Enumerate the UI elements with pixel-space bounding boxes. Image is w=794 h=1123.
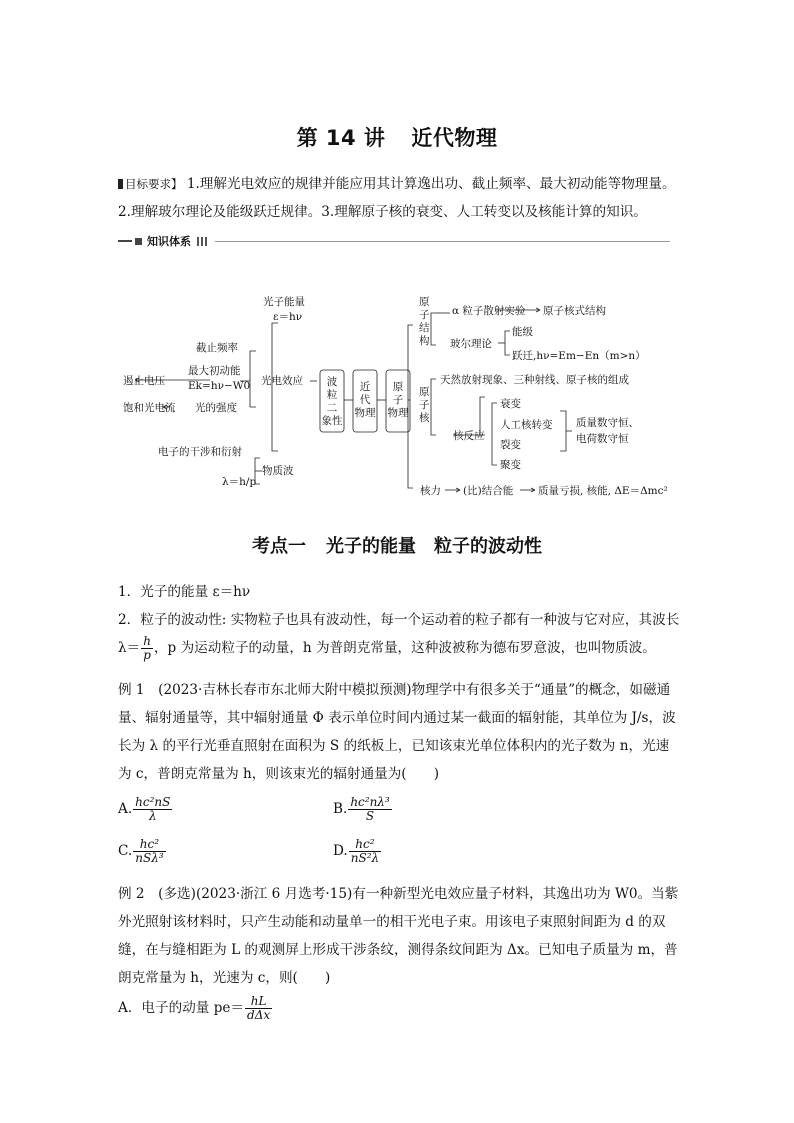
energy-level-label: 能级 (512, 326, 533, 338)
section2-topic: 光子的能量 粒子的波动性 (326, 536, 542, 557)
wave-particle-char-4: 象性 (321, 415, 343, 427)
atomic-physics-char-3: 物理 (387, 407, 409, 419)
knowledge-diagram (110, 285, 680, 505)
matter-wave-label: 物质波 (262, 465, 294, 477)
stop-voltage-label: 遏止电压 (123, 375, 165, 387)
artificial-label: 人工核转变 (500, 419, 553, 431)
alpha-exp-label: α 粒子散射实验 (452, 305, 526, 317)
transition-label: 跃迁,hν=Em−En（m>n） (512, 350, 646, 362)
nucleus-char-1: 原 (419, 386, 430, 398)
lecture-number: 第 14 讲 (296, 126, 386, 150)
section-label: 知识体系 (147, 235, 191, 248)
lecture-topic: 近代物理 (411, 126, 498, 150)
goal-paragraph (118, 170, 680, 226)
wave-particle-char-1: 波 (326, 376, 338, 388)
electron-diffraction-label: 电子的干涉和衍射 (158, 446, 242, 458)
ke-formula: Ek=hν−W0 (188, 380, 251, 392)
nucleus-char-2: 子 (419, 399, 430, 411)
nuclear-reaction-label: 核反应 (453, 430, 485, 442)
sat-current-label: 饱和光电流 (123, 402, 176, 414)
modern-physics-char-1: 近 (359, 381, 371, 393)
square-icon (135, 238, 142, 245)
ex1-option-c: C. $\frac{\text{hc²}}{\text{nSλ³}}$ (118, 837, 164, 865)
radioactivity-label: 天然放射现象、三种射线、原子核的组成 (440, 374, 629, 386)
nuclear-model-label: 原子核式结构 (543, 305, 606, 317)
example-2-text: 例 2 (多选)(2023·浙江 6 月选考·15)有一种新型光电效应量子材料，其逸出功为 W0。当紫外光照射该材料时，只产生动能和动量单一的相干光电子束。用该电子束照射间距为 d 的双缝，在与缝相距为 L 的观测屏上形成干涉条纹，测得条纹间距为 Δx。已知电子质量为 m，普朗克常量为 h，光速为 c，则( ) (118, 886, 679, 986)
item-2: 2．粒子的波动性: 实物粒子也具有波动性，每一个运动着的粒子都有一种波与它对应，其波长λ＝ $\frac{h}{p}$ ，p 为运动粒子的动量，h 为普朗克常量，这种波被称为德布罗意波，也叫物质波。 (118, 612, 680, 662)
light-intensity-label: 光的强度 (195, 402, 237, 414)
modern-physics-char-3: 物理 (354, 407, 376, 419)
item-1: 1．光子的能量 ε＝hν (118, 584, 251, 600)
goal-tag: 目标要求】 (118, 177, 183, 191)
conservation1-label: 质量数守恒、 (576, 417, 639, 429)
ex2-option-a: A．电子的动量 pe＝ $\frac{hL}{\text{dΔx}}$ (118, 994, 271, 1022)
bracket-block-icon (118, 179, 123, 189)
ex1-option-a: A. $\frac{\text{hc²nS}}{\lambda}$ (118, 795, 171, 823)
atom-structure-char-1: 原 (419, 296, 430, 308)
photoelectric-label: 光电效应 (261, 375, 303, 387)
knowledge-section-bar (118, 234, 670, 250)
nucleus-char-3: 核 (419, 412, 430, 424)
fission-label: 裂变 (500, 439, 521, 451)
binding-energy-label: (比)结合能 (463, 485, 514, 497)
photon-formula: ε＝hν (273, 311, 303, 323)
atom-structure-char-3: 结 (419, 322, 430, 334)
goal-text: 1.理解光电效应的规律并能应用其计算逸出功、截止频率、最大初动能等物理量。2.理解玻尔理论及能级跃迁规律。3.理解原子核的衰变、人工转变以及核能计算的知识。 (118, 176, 676, 220)
cutoff-freq-label: 截止频率 (196, 342, 238, 354)
lambda-fraction: $\frac{h}{p}$ (143, 634, 151, 662)
lambda-formula: λ＝h/p (222, 476, 257, 488)
section2-heading (0, 532, 794, 558)
decay-label: 衰变 (500, 398, 521, 410)
bohr-label: 玻尔理论 (450, 338, 492, 350)
fusion-label: 聚变 (500, 459, 521, 471)
ex1-option-b: B. $\frac{\text{hc²nλ³}}{S}$ (333, 795, 390, 823)
atomic-physics-char-1: 原 (392, 381, 404, 393)
mass-defect-label: 质量亏损, 核能, ΔE＝Δmc² (538, 485, 668, 497)
atom-structure-char-2: 子 (419, 309, 430, 321)
modern-physics-char-2: 代 (359, 394, 371, 406)
bars-icon (197, 234, 209, 250)
ex1-option-d: D. $\frac{\text{hc²}}{\text{nS²λ}}$ (333, 837, 380, 865)
dash-icon (118, 240, 132, 242)
example-1-text: 例 1 (2023·吉林长春市东北师大附中模拟预测)物理学中有很多关于“通量”的概念，如磁通量、辐射通量等，其中辐射通量 Φ 表示单位时间内通过某一截面的辐射能，其单位为 J/s，波长为 λ 的平行光垂直照射在面积为 S 的纸板上，已知该束光单位体积内的光子数为 n，光速为 c，普朗克常量为 h，则该束光的辐射通量为( ) (118, 682, 676, 782)
photon-energy-label: 光子能量 (263, 296, 305, 308)
wave-particle-char-2: 粒 (326, 389, 338, 401)
conservation2-label: 电荷数守恒 (576, 433, 629, 445)
nuclear-force-label: 核力 (420, 485, 441, 497)
atomic-physics-char-2: 子 (392, 394, 404, 406)
wave-particle-char-3: 二 (326, 402, 338, 414)
atom-structure-char-4: 构 (419, 335, 430, 347)
page-title (0, 122, 794, 152)
section2-point: 考点一 (252, 536, 306, 557)
max-ke-label: 最大初动能 (188, 365, 241, 377)
